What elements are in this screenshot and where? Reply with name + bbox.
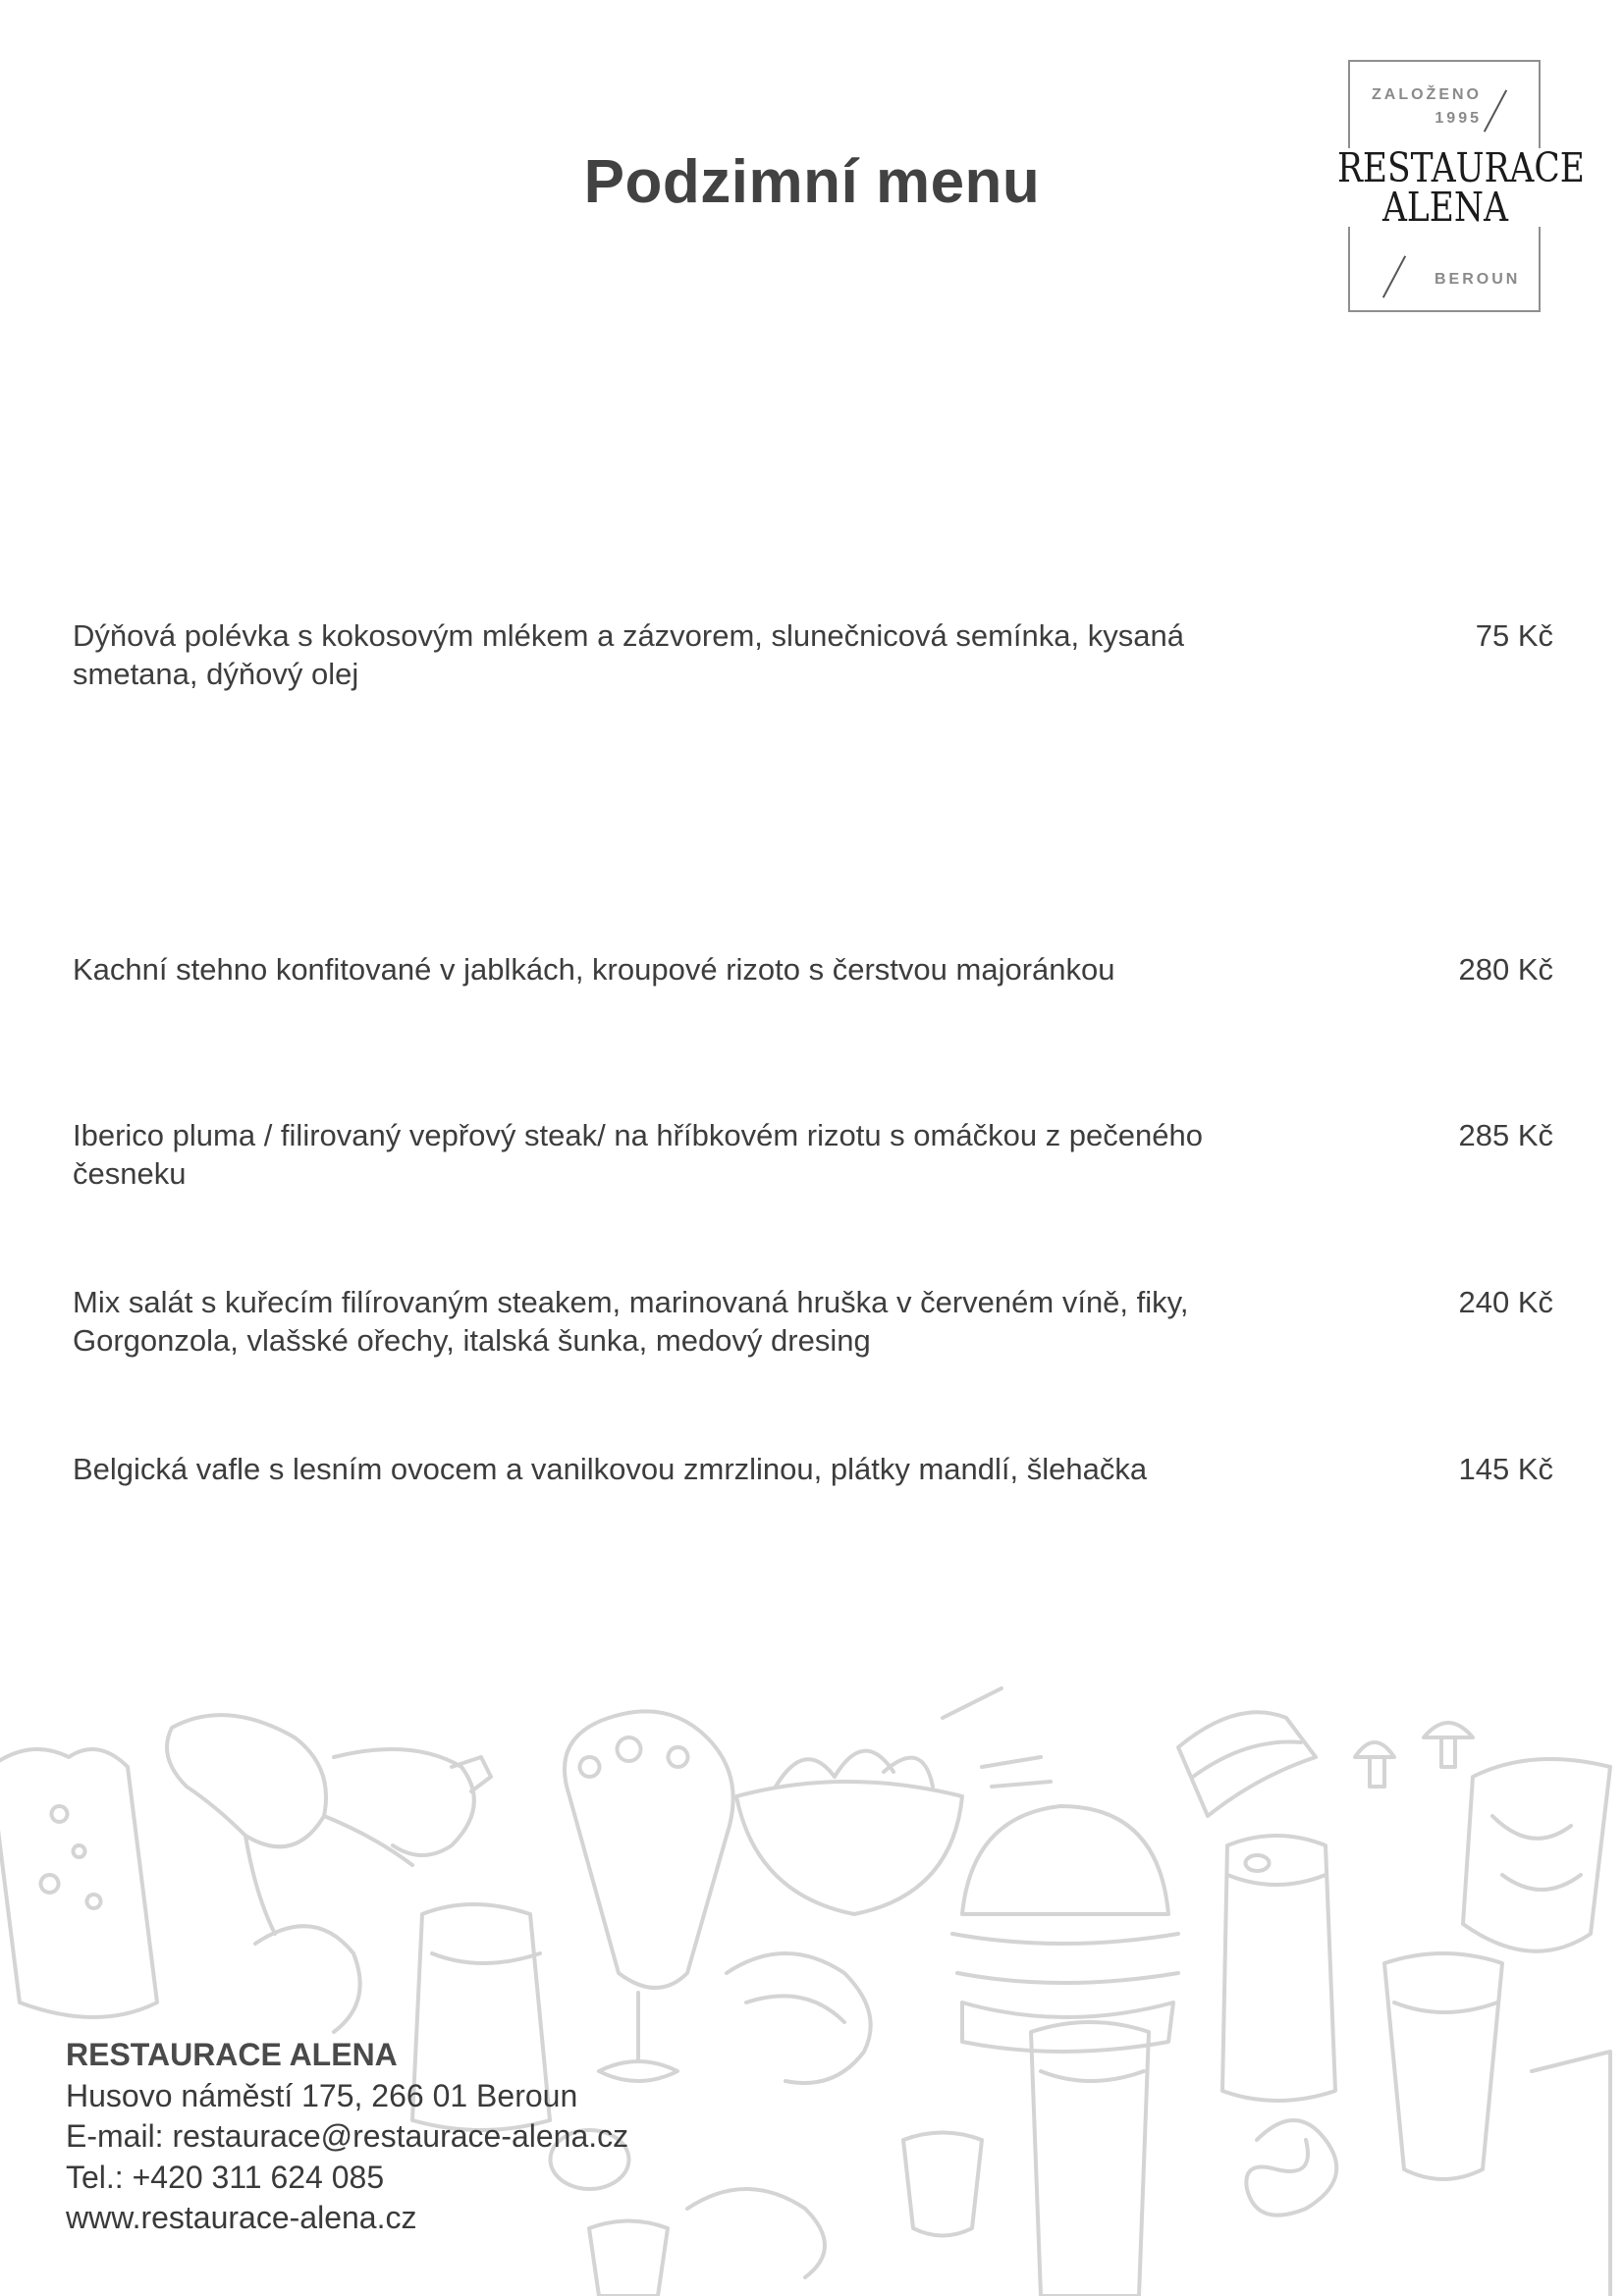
menu-item-price: 285 Kč: [1458, 1118, 1553, 1152]
menu-item: [73, 1450, 1553, 1488]
restaurant-logo: [1336, 60, 1585, 312]
footer-address: Husovo náměstí 175, 266 01 Beroun: [66, 2077, 578, 2113]
menu-item-price: 75 Kč: [1475, 618, 1553, 653]
sausage-icon: [727, 1953, 871, 2083]
burger-icon: [952, 1806, 1178, 2052]
menu-item-description: Kachní stehno konfitované v jablkách, kroupové rizoto s čerstvou majoránkou: [73, 952, 1115, 987]
chicken-leg-icon: [167, 1715, 491, 1934]
menu-item: [73, 950, 1553, 988]
menu-item-price: 280 Kč: [1458, 952, 1553, 987]
pretzel-icon: [1246, 2120, 1336, 2216]
restaurant-contact: [66, 2035, 628, 2239]
menu-item: [73, 616, 1553, 693]
footer-phone[interactable]: Tel.: +420 311 624 085: [66, 2159, 385, 2195]
bowl-icon: [736, 1751, 962, 1914]
logo-name-line1: RESTAURACE: [1336, 144, 1585, 191]
menu-item-description: Dýňová polévka s kokosovým mlékem a zázvorem, slunečnicová semínka, kysaná smetana, dýňový olej: [73, 618, 1184, 691]
logo-name: [1336, 144, 1585, 231]
menu-item-description: Mix salát s kuřecím filírovaným steakem, marinovaná hruška v červeném víně, fiky, Gorgonzola, vlašské ořechy, italská šunka, medový dresing: [73, 1285, 1189, 1358]
logo-divider-top: [1484, 89, 1507, 132]
tall-glass-icon: [1031, 2022, 1149, 2296]
menu-item: [73, 1116, 1553, 1193]
pizza-icon: [1463, 1759, 1610, 1951]
logo-established: [1372, 83, 1482, 131]
menu-item: [73, 1283, 1553, 1360]
footer-website[interactable]: www.restaurace-alena.cz: [66, 2200, 417, 2235]
beer-mug-icon: [0, 1749, 157, 2017]
menu-item-description: Iberico pluma / filirovaný vepřový steak/ na hříbkovém rizotu s omáčkou z pečeného česneku: [73, 1118, 1203, 1191]
beer-glass-icon: [565, 1711, 733, 2081]
logo-established-label: ZALOŽENO: [1372, 86, 1482, 103]
logo-established-year: 1995: [1435, 110, 1482, 127]
menu-item-price: 240 Kč: [1458, 1285, 1553, 1319]
cup-icon: [589, 2133, 982, 2296]
pint-glass-icon: [1384, 1953, 1610, 2296]
logo-divider-bottom: [1382, 255, 1406, 297]
menu-item-price: 145 Kč: [1458, 1452, 1553, 1486]
bacon-icon: [1178, 1712, 1316, 1816]
logo-name-line2: ALENA: [1382, 184, 1508, 231]
mushroom-icon: [1355, 1723, 1473, 1787]
page-title: Podzimní menu: [583, 148, 1041, 216]
soda-can-icon: [1222, 1836, 1335, 2101]
menu-item-description: Belgická vafle s lesním ovocem a vanilkovou zmrzlinou, plátky mandlí, šlehačka: [73, 1452, 1148, 1486]
footer-brand: RESTAURACE ALENA: [66, 2037, 398, 2072]
footer-email[interactable]: E-mail: restaurace@restaurace-alena.cz: [66, 2118, 629, 2154]
fries-icon: [943, 1688, 1051, 1787]
logo-city: BEROUN: [1435, 271, 1521, 288]
